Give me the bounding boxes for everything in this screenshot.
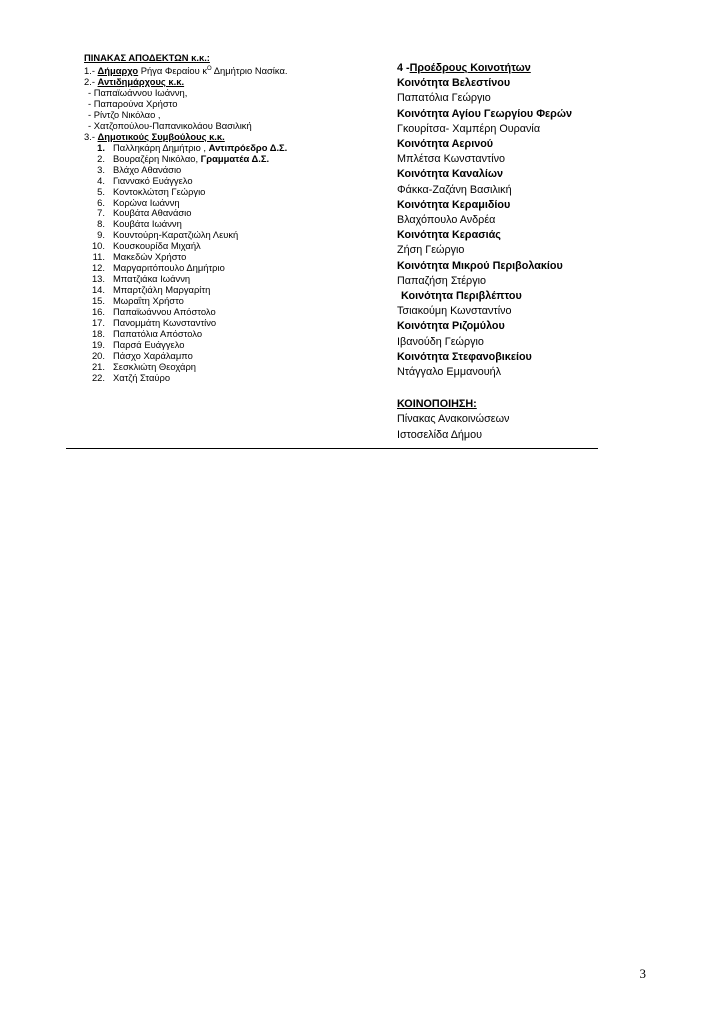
councillor-name: Μαργαριτόπουλο Δημήτριο	[113, 262, 225, 274]
councillor-num: 21.	[91, 360, 105, 372]
councillor-num: 5.	[97, 185, 105, 197]
councillor-item	[84, 165, 384, 176]
deputy-item: - Παπαϊωάννου Ιωάννη,	[88, 86, 188, 98]
councillor-num: 4.	[97, 174, 105, 186]
notify-heading: ΚΟΙΝΟΠΟΙΗΣΗ:	[397, 398, 477, 411]
notify-item: Ιστοσελίδα Δήμου	[397, 428, 483, 441]
deputies-prefix: 2.-	[84, 76, 98, 88]
community-president: Βλαχόπουλο Ανδρέα	[397, 214, 496, 227]
councillor-name: Παλληκάρη Δημήτριο ,	[113, 141, 209, 153]
page-number: 3	[639, 966, 646, 981]
councillor-name: Μωραΐτη Χρήστο	[113, 295, 184, 307]
councillor-name: Βουραζέρη Νικόλαο,	[113, 152, 201, 164]
community-name: Κοινότητα Ριζομύλου	[397, 320, 505, 333]
councillor-num: 10.	[91, 240, 105, 252]
community-name: Κοινότητα Περιβλέπτου	[401, 290, 522, 303]
councillor-name: Κοντοκλώτση Γεώργιο	[113, 185, 206, 197]
councillor-num: 11.	[92, 251, 105, 263]
community-president: Τσιακούμη Κωνσταντίνο	[397, 305, 512, 318]
horizontal-divider	[66, 448, 598, 449]
presidents-heading-prefix: 4 -	[397, 62, 410, 74]
deputy-item: - Ρίντζο Νικόλαο ,	[88, 108, 161, 120]
community-name: Κοινότητα Αγίου Γεωργίου Φερών	[397, 107, 572, 120]
community-president: Μπλέτσα Κωνσταντίνο	[397, 153, 506, 166]
recipients-list	[84, 53, 384, 384]
mayor-label: Δήμαρχο	[97, 65, 139, 77]
councillor-name: Κουβάτα Ιωάννη	[113, 218, 182, 230]
community-president: Ιβανούδη Γεώργιο	[397, 335, 484, 348]
councillor-name: Σεσκλιώτη Θεοχάρη	[113, 360, 196, 372]
councillor-name: Κουσκουρίδα Μιχαήλ	[113, 240, 201, 252]
notify-item: Πίνακας Ανακοινώσεων	[397, 413, 510, 426]
councillor-item	[84, 373, 384, 384]
councillor-num: 1.	[97, 141, 105, 153]
community-name: Κοινότητα Κερασιάς	[397, 229, 501, 242]
community-president: Παπατόλια Γεώργιο	[397, 92, 491, 105]
councillor-num: 22.	[91, 371, 105, 383]
mayor-rest: Δημήτριο Νασίκα.	[211, 65, 288, 77]
recipients-title: ΠΙΝΑΚΑΣ ΑΠΟΔΕΚΤΩΝ κ.κ.:	[84, 52, 210, 63]
councillors-label: Δημοτικούς Συμβούλους κ.κ.	[97, 130, 225, 142]
councillor-num: 14.	[91, 284, 105, 296]
councillor-name: Παπατόλια Απόστολο	[113, 327, 203, 339]
councillor-list	[84, 165, 384, 384]
mayor-prefix: 1.-	[84, 65, 98, 77]
community-name: Κοινότητα Καναλίων	[397, 168, 503, 181]
community-name: Κοινότητα Αερινού	[397, 138, 494, 151]
presidents-heading-label: Προέδρους Κοινοτήτων	[409, 62, 531, 74]
councillor-num: 8.	[97, 218, 105, 230]
councillor-num: 2.	[97, 152, 105, 164]
councillor-name: Παπαϊωάννου Απόστολο	[113, 306, 216, 318]
community-list	[397, 76, 697, 380]
community-name: Κοινότητα Κεραμιδίου	[397, 198, 511, 211]
community-president: Γκουρίτσα- Χαμπέρη Ουρανία	[397, 122, 541, 135]
community-president: Ντάγγαλο Εμμανουήλ	[397, 366, 502, 379]
presidents-heading	[397, 61, 697, 76]
councillor-name: Μπαρτζιάλη Μαργαρίτη	[113, 284, 211, 296]
councillor-name: Κουβάτα Αθανάσιο	[113, 207, 192, 219]
councillor-name: Βλάχο Αθανάσιο	[113, 163, 182, 175]
councillor-name: Μπατζιάκα Ιωάννη	[113, 273, 191, 285]
councillor-name: Κορώνα Ιωάννη	[113, 196, 180, 208]
councillor-item	[84, 187, 384, 198]
councillor-num: 7.	[97, 207, 105, 219]
community-presidents	[397, 61, 697, 443]
community-president: Φάκκα-Ζαζάνη Βασιλική	[397, 183, 512, 196]
councillor-num: 17.	[91, 317, 105, 328]
mayor-name: Ρήγα Φεραίου κ	[138, 65, 208, 77]
councillor-item	[84, 176, 384, 187]
community-name: Κοινότητα Μικρού Περιβολακίου	[397, 259, 563, 272]
councillor-num: 20.	[91, 349, 105, 361]
councillor-name: Πάσχο Χαράλαμπο	[113, 349, 193, 361]
councillor-name: Παρσά Ευάγγελο	[113, 338, 185, 350]
deputies-label: Αντιδημάρχους κ.κ.	[97, 76, 185, 88]
councillor-role: Αντιπρόεδρο Δ.Σ.	[208, 141, 288, 153]
councillor-num: 15.	[91, 295, 105, 307]
councillor-name: Κουντούρη-Καρατζιώλη Λευκή	[113, 229, 239, 241]
councillor-item	[84, 154, 384, 165]
mayor-sup: Ο	[207, 65, 212, 72]
deputy-item: - Χατζοπούλου-Παπανικολάου Βασιλική	[88, 119, 252, 131]
councillor-num: 3.	[97, 163, 105, 175]
community-president: Παπαζήση Στέργιο	[397, 274, 486, 287]
deputy-item: - Παπαρούνα Χρήστο	[88, 97, 178, 109]
councillor-num: 19.	[91, 338, 105, 350]
councillor-role: Γραμματέα Δ.Σ.	[200, 152, 270, 164]
councillor-num: 6.	[97, 196, 105, 208]
councillor-num: 9.	[97, 229, 105, 241]
councillor-name: Πανομμάτη Κωνσταντίνο	[113, 317, 217, 328]
councillors-prefix: 3.-	[84, 130, 98, 142]
councillor-name: Γιαννακό Ευάγγελο	[113, 174, 193, 186]
councillor-name: Χατζή Σταύρο	[113, 371, 171, 383]
councillor-num: 13.	[91, 273, 105, 285]
councillor-num: 12.	[91, 262, 105, 274]
councillor-num: 16.	[91, 306, 105, 318]
councillor-name: Μακεδών Χρήστο	[113, 251, 187, 263]
community-president: Ζήση Γεώργιο	[397, 244, 465, 257]
community-name: Κοινότητα Βελεστίνου	[397, 77, 511, 90]
community-name: Κοινότητα Στεφανοβικείου	[397, 350, 532, 363]
councillor-num: 18.	[91, 327, 105, 339]
